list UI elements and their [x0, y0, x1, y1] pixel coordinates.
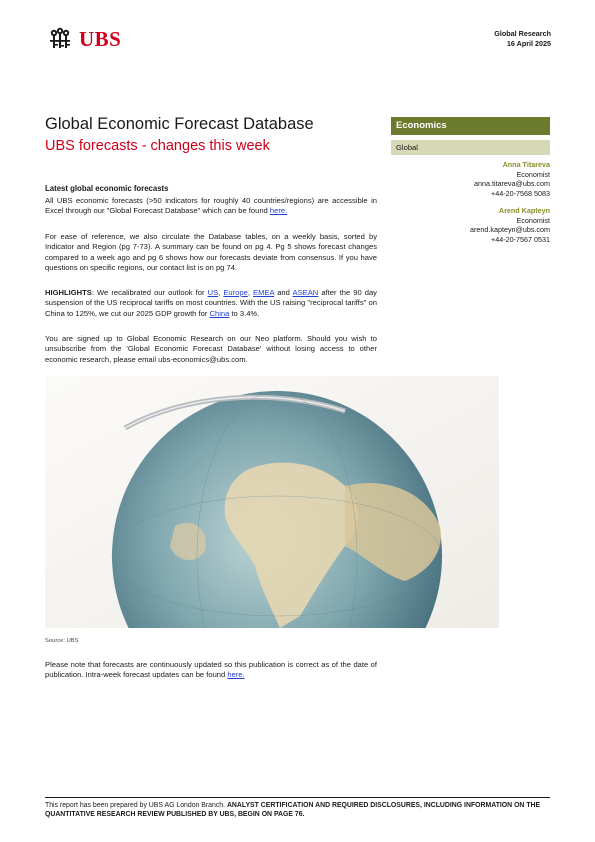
paragraph-reference: For ease of reference, we also circulate the Database tables, on a weekly basis, sorted by Indicator and Region (pg 7-73). A summary can be found on pg 4. Pg 5 shows forecast changes compared to a week ago and pg 6 shows how our forecasts deviate from consensus. If you have questions on specific regions, our contact list is on pg 74.	[45, 232, 377, 272]
highlights-label: HIGHLIGHTS	[45, 288, 92, 297]
author-email[interactable]: anna.titareva@ubs.com	[473, 179, 550, 189]
paragraph-text: All UBS economic forecasts (>50 indicators for roughly 40 countries/regions) are accessible in Excel through our "Global Forecast Database" which can be found	[45, 196, 377, 216]
paragraph-database-access	[45, 196, 377, 217]
division-label: Global Research	[494, 29, 551, 38]
database-link[interactable]: here.	[269, 206, 288, 216]
ubs-logo	[45, 26, 125, 52]
report-header-meta	[494, 29, 551, 48]
footer-disclosure-bold: ANALYST CERTIFICATION AND REQUIRED DISCLOSURES, INCLUDING INFORMATION ON THE QUANTITATIVE RESEARCH REVIEW PUBLISHED BY UBS, BEGIN ON PAGE 76.	[45, 802, 541, 819]
author-role: Economist	[516, 169, 550, 179]
author-name: Anna Titareva	[502, 160, 550, 169]
paragraph-highlights: HIGHLIGHTS: We recalibrated our outlook for US, Europe, EMEA and ASEAN after the 90 day suspension of the US reciprocal tariffs on most countries. With the US raising "reciprocal tariffs" on China to 125%, we cut our 2025 GDP growth for China to 3.4%.	[45, 288, 377, 318]
brand-name: UBS	[79, 26, 122, 51]
footer-divider	[45, 797, 550, 798]
footer-text: This report has been prepared by UBS AG London Branch.	[45, 802, 227, 809]
section-heading: Latest global economic forecasts	[45, 184, 169, 193]
author-name: Arend Kapteyn	[498, 206, 550, 215]
author-block	[391, 160, 550, 198]
author-phone: +44-20-7567 0531	[491, 234, 550, 244]
paragraph-subscription: You are signed up to Global Economic Research on our Neo platform. Should you wish to unsubscribe from the 'Global Economic Forecast Database' without losing access to other economic research, please email ubs-economics@ubs.com.	[45, 334, 377, 364]
us-link[interactable]: US	[207, 288, 219, 297]
author-role: Economist	[516, 215, 550, 225]
report-subtitle: UBS forecasts - changes this week	[45, 138, 270, 154]
report-date: 16 April 2025	[506, 38, 551, 48]
europe-link[interactable]: Europe	[223, 288, 248, 297]
region-banner: Global	[391, 140, 550, 155]
report-title: Global Economic Forecast Database	[45, 115, 314, 133]
author-email[interactable]: arend.kapteyn@ubs.com	[469, 225, 550, 235]
china-link[interactable]: China	[209, 308, 230, 318]
image-source: Source: UBS	[45, 638, 79, 644]
asean-link[interactable]: ASEAN	[292, 288, 319, 297]
category-banner: Economics	[391, 117, 550, 135]
author-block	[391, 206, 550, 244]
emea-link[interactable]: EMEA	[253, 288, 275, 297]
author-phone: +44-20-7568 5083	[491, 188, 550, 198]
paragraph-update-note: Please note that forecasts are continuously updated so this publication is correct as of the date of publication. Intra-week forecast updates can be found here.	[45, 660, 377, 680]
footer-disclosure	[45, 801, 555, 819]
globe-photo	[45, 376, 499, 628]
ubs-keys-icon	[45, 27, 75, 51]
intra-week-updates-link[interactable]: here.	[227, 670, 245, 680]
